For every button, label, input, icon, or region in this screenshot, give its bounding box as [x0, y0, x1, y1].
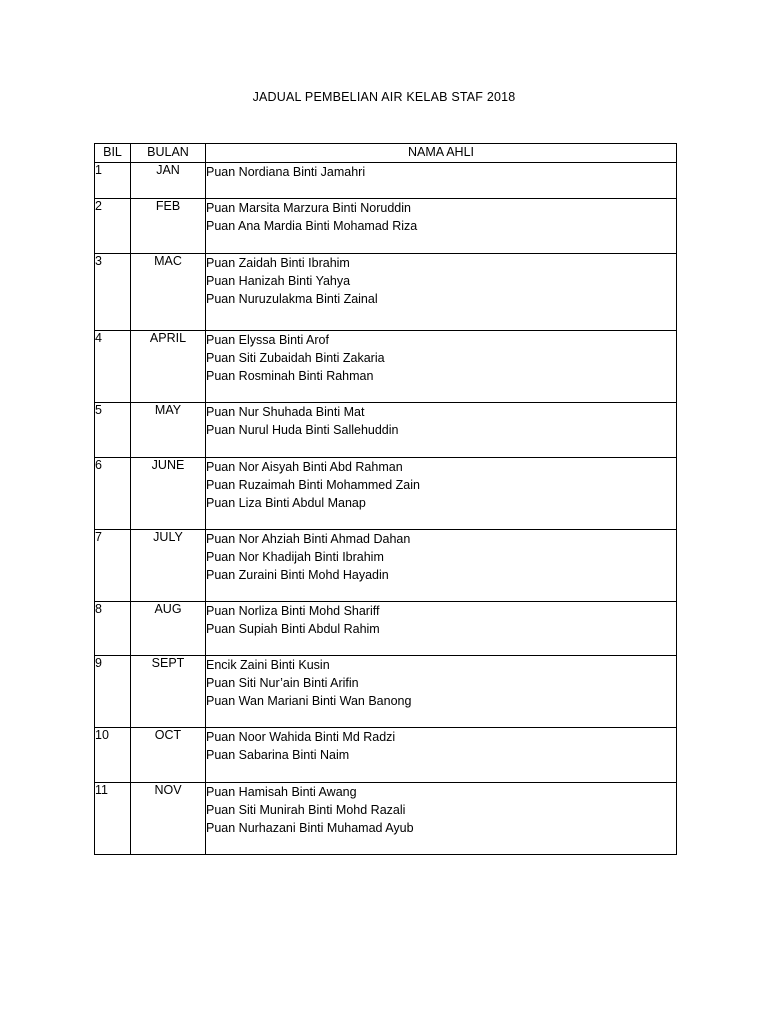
cell-bil: 7 [95, 530, 131, 602]
member-name: Puan Nuruzulakma Binti Zainal [206, 292, 378, 306]
schedule-table [94, 143, 677, 855]
table-row [95, 656, 677, 728]
table-row [95, 163, 677, 199]
cell-nama-ahli [206, 403, 677, 458]
member-name: Puan Siti Zubaidah Binti Zakaria [206, 351, 385, 365]
member-name: Puan Rosminah Binti Rahman [206, 369, 374, 383]
cell-bulan: JAN [131, 163, 206, 199]
member-name: Puan Wan Mariani Binti Wan Banong [206, 694, 412, 708]
cell-bulan: MAY [131, 403, 206, 458]
cell-bil: 10 [95, 728, 131, 783]
member-name: Puan Nordiana Binti Jamahri [206, 165, 366, 179]
member-name: Puan Ruzaimah Binti Mohammed Zain [206, 478, 420, 492]
member-name: Puan Hamisah Binti Awang [206, 785, 357, 799]
table-row [95, 783, 677, 855]
cell-bil: 2 [95, 199, 131, 254]
member-name: Puan Norliza Binti Mohd Shariff [206, 604, 380, 618]
table-row [95, 403, 677, 458]
cell-nama-ahli [206, 254, 677, 331]
member-name: Puan Zaidah Binti Ibrahim [206, 256, 350, 270]
cell-bulan: JULY [131, 530, 206, 602]
table-row [95, 199, 677, 254]
member-name: Puan Siti Nur’ain Binti Arifin [206, 676, 359, 690]
cell-bulan: JUNE [131, 458, 206, 530]
member-name: Puan Nurul Huda Binti Sallehuddin [206, 423, 399, 437]
cell-bil: 4 [95, 331, 131, 403]
cell-bulan: NOV [131, 783, 206, 855]
member-name: Puan Liza Binti Abdul Manap [206, 496, 366, 510]
member-name: Puan Noor Wahida Binti Md Radzi [206, 730, 396, 744]
table-row [95, 331, 677, 403]
cell-nama-ahli [206, 602, 677, 656]
member-name: Puan Ana Mardia Binti Mohamad Riza [206, 219, 418, 233]
member-name: Puan Sabarina Binti Naim [206, 748, 350, 762]
cell-bil: 9 [95, 656, 131, 728]
table-row [95, 458, 677, 530]
cell-nama-ahli [206, 728, 677, 783]
cell-bil: 6 [95, 458, 131, 530]
member-name: Puan Nurhazani Binti Muhamad Ayub [206, 821, 414, 835]
cell-nama-ahli [206, 458, 677, 530]
cell-bil: 11 [95, 783, 131, 855]
cell-bulan: APRIL [131, 331, 206, 403]
cell-nama-ahli [206, 530, 677, 602]
member-name: Puan Supiah Binti Abdul Rahim [206, 622, 380, 636]
cell-nama-ahli [206, 783, 677, 855]
cell-bulan: SEPT [131, 656, 206, 728]
member-name: Puan Nur Shuhada Binti Mat [206, 405, 365, 419]
header-bulan: BULAN [131, 144, 206, 163]
member-name: Puan Elyssa Binti Arof [206, 333, 329, 347]
cell-bil: 3 [95, 254, 131, 331]
member-name: Puan Zuraini Binti Mohd Hayadin [206, 568, 389, 582]
member-name: Puan Marsita Marzura Binti Noruddin [206, 201, 411, 215]
page-title: JADUAL PEMBELIAN AIR KELAB STAF 2018 [252, 90, 516, 104]
table-header-row [95, 144, 677, 163]
cell-bulan: OCT [131, 728, 206, 783]
member-name: Encik Zaini Binti Kusin [206, 658, 330, 672]
cell-bulan: AUG [131, 602, 206, 656]
cell-nama-ahli [206, 163, 677, 199]
table-row [95, 602, 677, 656]
member-name: Puan Nor Khadijah Binti Ibrahim [206, 550, 384, 564]
cell-bil: 8 [95, 602, 131, 656]
cell-bulan: MAC [131, 254, 206, 331]
cell-nama-ahli [206, 331, 677, 403]
table-row [95, 530, 677, 602]
cell-bil: 5 [95, 403, 131, 458]
table-row [95, 728, 677, 783]
member-name: Puan Siti Munirah Binti Mohd Razali [206, 803, 406, 817]
member-name: Puan Nor Ahziah Binti Ahmad Dahan [206, 532, 411, 546]
cell-nama-ahli [206, 656, 677, 728]
header-bil: BIL [95, 144, 131, 163]
table-body [95, 163, 677, 855]
cell-bil: 1 [95, 163, 131, 199]
member-name: Puan Hanizah Binti Yahya [206, 274, 351, 288]
header-nama-ahli: NAMA AHLI [206, 144, 677, 163]
cell-nama-ahli [206, 199, 677, 254]
table-row [95, 254, 677, 331]
cell-bulan: FEB [131, 199, 206, 254]
member-name: Puan Nor Aisyah Binti Abd Rahman [206, 460, 403, 474]
